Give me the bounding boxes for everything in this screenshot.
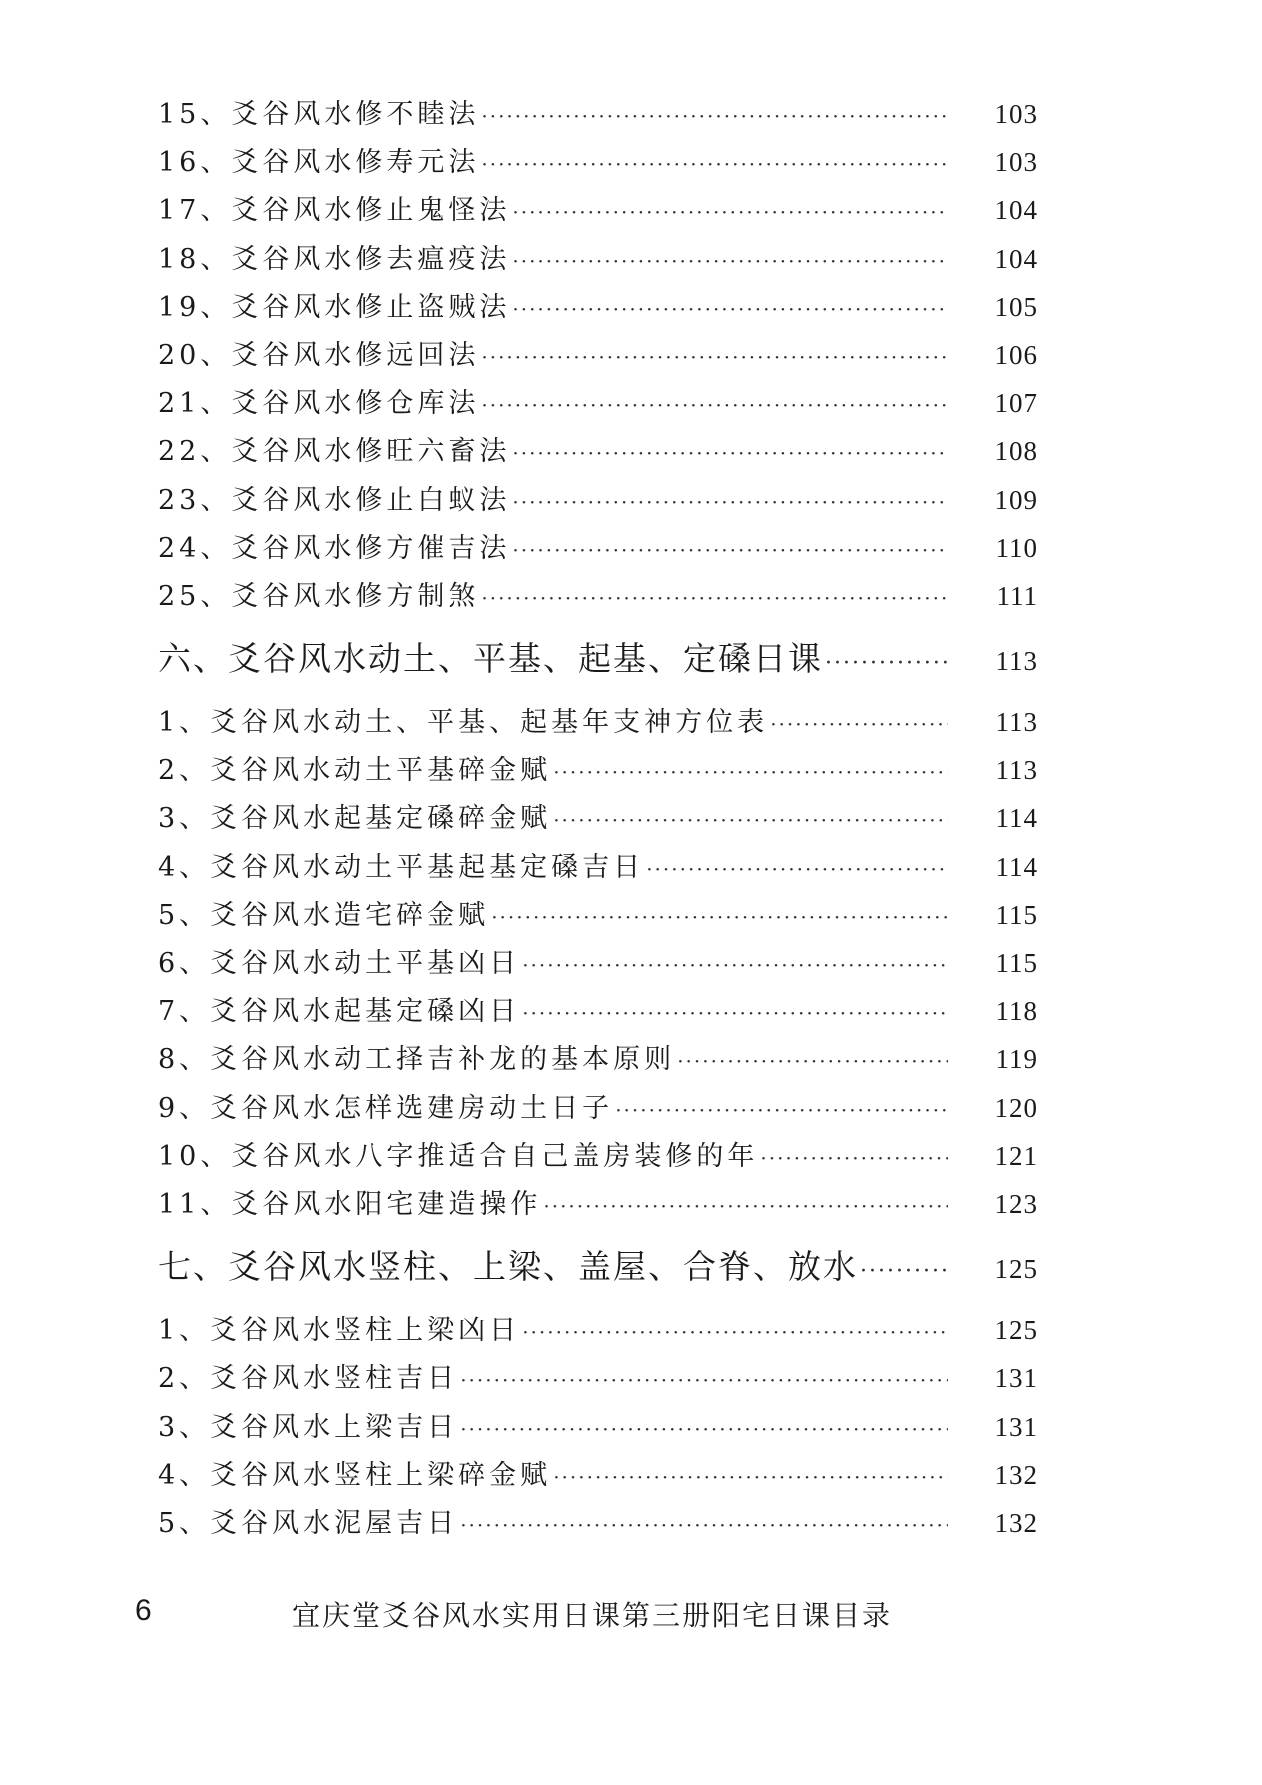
dot-leader [520,941,948,989]
toc-entry-page-number: 125 [994,1315,1038,1346]
page-number: 6 [135,1594,152,1627]
toc-entry [158,524,1038,572]
toc-entry-title: 7、爻谷风水起基定磉凶日 [158,996,521,1028]
toc-entry-title: 1、爻谷风水动土、平基、起基年支神方位表 [158,707,769,739]
toc-entry-page-number: 107 [994,388,1038,419]
dot-leader [520,989,948,1037]
toc-entry-page-number: 115 [995,899,1038,930]
page-footer [0,1594,1262,1634]
toc-entry-page-number: 113 [995,646,1038,677]
toc-entry-title: 9、爻谷风水怎样选建房动土日子 [158,1092,614,1124]
toc-entry-title: 11、爻谷风水阳宅建造操作 [158,1188,542,1220]
toc-entry [158,1403,1038,1451]
toc-entry-title: 15、爻谷风水修不睦法 [158,99,480,130]
toc-entry-page-number: 113 [995,755,1038,786]
toc-entry [158,1180,1038,1228]
toc-entry-title: 六、爻谷风水动土、平基、起基、定磉日课 [158,639,823,679]
toc-entry-page-number: 123 [994,1188,1038,1219]
toc-entry-title: 5、爻谷风水泥屋吉日 [158,1507,459,1539]
dot-leader [551,748,948,796]
toc-entry-title: 5、爻谷风水造宅碎金赋 [158,899,490,931]
toc-entry-page-number: 108 [994,436,1038,467]
toc-entry-page-number: 118 [995,996,1038,1027]
toc-entry [158,843,1038,891]
toc-entry [158,891,1038,939]
dot-leader [458,1356,948,1404]
dot-leader [644,845,948,893]
toc-entry [158,331,1038,379]
toc-entry-title: 2、爻谷风水竖柱吉日 [158,1363,459,1395]
dot-leader [520,1308,948,1356]
toc-entry-page-number: 104 [994,195,1038,226]
dot-leader [510,429,948,477]
toc-entry [158,1499,1038,1547]
toc-entry-title: 10、爻谷风水八字推适合自己盖房装修的年 [158,1140,759,1172]
dot-leader [479,140,948,188]
dot-leader [510,188,948,236]
toc-entry-page-number: 103 [994,147,1038,178]
toc-entry-title: 6、爻谷风水动土平基凶日 [158,948,521,979]
toc-entry [158,427,1038,475]
toc-entry-title: 2、爻谷风水动土平基碎金赋 [158,755,552,787]
dot-leader [510,237,948,285]
dot-leader [458,1405,948,1453]
toc-entry [158,1451,1038,1499]
dot-leader [551,796,948,844]
toc-entry-page-number: 114 [995,803,1038,834]
toc-entry [158,1084,1038,1132]
toc-entry-title: 4、爻谷风水动土平基起基定磉吉日 [158,851,645,883]
toc-entry [158,746,1038,794]
toc-entry [158,1354,1038,1402]
dot-leader [458,1501,948,1549]
toc-section-heading [158,1228,1038,1306]
toc-entry [158,572,1038,620]
dot-leader [479,333,948,381]
toc-entry-title: 24、爻谷风水修方催吉法 [158,532,511,564]
toc-entry-page-number: 125 [994,1254,1038,1285]
toc-entry [158,1035,1038,1083]
toc-entry-page-number: 113 [995,707,1038,738]
toc-entry-page-number: 110 [995,532,1038,563]
toc-entry [158,379,1038,427]
dot-leader [510,478,948,526]
table-of-contents [158,90,1038,1547]
toc-entry-page-number: 120 [994,1092,1038,1123]
toc-entry [158,698,1038,746]
toc-entry-title: 21、爻谷风水修仓库法 [158,388,480,420]
toc-entry-page-number: 119 [995,1044,1038,1075]
toc-entry-title: 23、爻谷风水修止白蚁法 [158,484,511,516]
toc-entry [158,794,1038,842]
toc-entry-title: 1、爻谷风水竖柱上梁凶日 [158,1315,521,1347]
dot-leader [758,1134,948,1182]
toc-entry [158,939,1038,987]
toc-entry [158,1306,1038,1354]
toc-entry-page-number: 104 [994,243,1038,274]
toc-entry-page-number: 132 [994,1507,1038,1538]
toc-entry [158,283,1038,331]
toc-entry-page-number: 114 [995,851,1038,882]
toc-entry-page-number: 131 [994,1411,1038,1442]
dot-leader [510,526,948,574]
toc-entry-title: 七、爻谷风水竖柱、上梁、盖屋、合脊、放水 [158,1247,858,1287]
toc-entry [158,138,1038,186]
toc-entry [158,235,1038,283]
toc-entry-page-number: 103 [994,99,1038,129]
dot-leader [479,574,948,622]
toc-entry [158,1132,1038,1180]
dot-leader [675,1037,948,1085]
toc-entry [158,476,1038,524]
toc-entry-title: 20、爻谷风水修远回法 [158,339,480,371]
dot-leader [479,92,948,140]
toc-entry-title: 25、爻谷风水修方制煞 [158,580,480,612]
toc-entry-title: 3、爻谷风水上梁吉日 [158,1411,459,1443]
toc-entry-title: 22、爻谷风水修旺六畜法 [158,436,511,468]
toc-entry-title: 3、爻谷风水起基定磉碎金赋 [158,803,552,835]
toc-entry-page-number: 115 [995,948,1038,978]
dot-leader [613,1086,948,1134]
dot-leader [551,1453,948,1501]
toc-entry-title: 19、爻谷风水修止盗贼法 [158,291,511,323]
toc-entry-page-number: 105 [994,291,1038,322]
dot-leader [479,381,948,429]
toc-entry-page-number: 106 [994,339,1038,370]
toc-entry-title: 18、爻谷风水修去瘟疫法 [158,243,511,275]
dot-leader [768,700,948,748]
toc-entry-title: 4、爻谷风水竖柱上梁碎金赋 [158,1459,552,1491]
toc-section-heading [158,620,1038,698]
toc-entry [158,987,1038,1035]
dot-leader [858,1233,948,1311]
dot-leader [823,625,948,703]
toc-entry-title: 16、爻谷风水修寿元法 [158,147,480,179]
toc-entry-page-number: 109 [994,484,1038,515]
toc-entry-page-number: 111 [996,580,1038,611]
dot-leader [489,893,948,941]
toc-entry-page-number: 121 [994,1140,1038,1171]
toc-entry [158,90,1038,138]
toc-entry-title: 17、爻谷风水修止鬼怪法 [158,195,511,227]
toc-entry [158,186,1038,234]
book-title: 宜庆堂爻谷风水实用日课第三册阳宅日课目录 [292,1599,893,1632]
toc-entry-page-number: 131 [994,1363,1038,1394]
toc-entry-title: 8、爻谷风水动工择吉补龙的基本原则 [158,1044,676,1076]
dot-leader [510,285,948,333]
toc-entry-page-number: 132 [994,1459,1038,1490]
dot-leader [541,1182,948,1230]
